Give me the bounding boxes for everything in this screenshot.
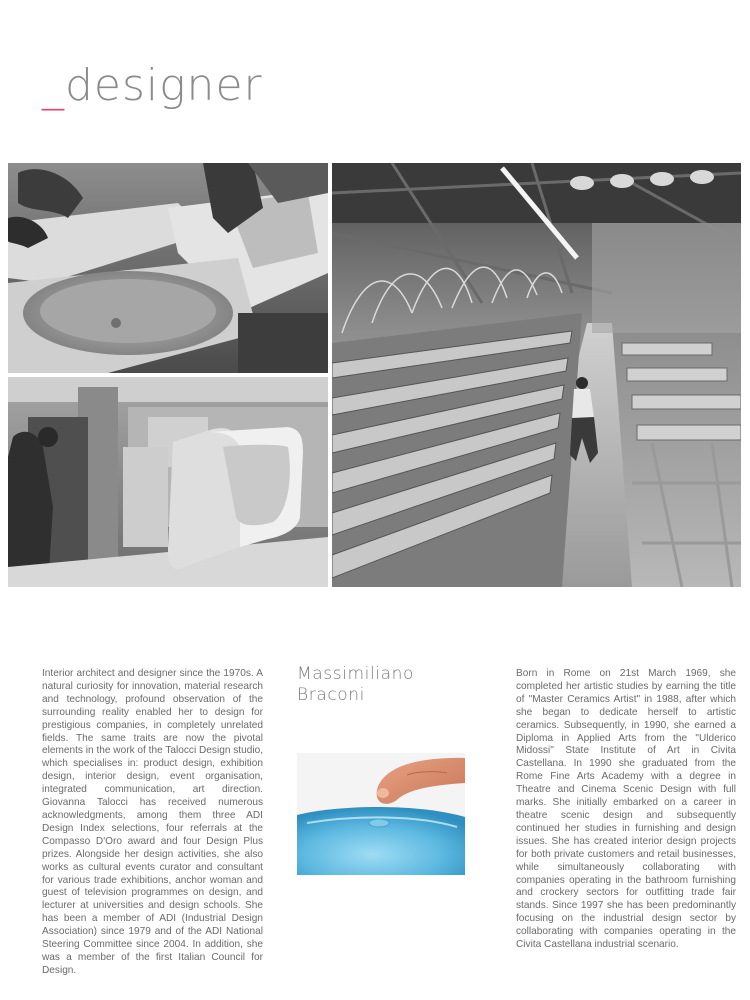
designer-first-name: Massimiliano <box>297 664 415 684</box>
photo-blue-basin <box>297 753 465 875</box>
page-title <box>42 56 263 116</box>
title-accent-dash: _ <box>42 60 65 111</box>
biography-column <box>516 668 736 952</box>
photo-sink-molds <box>8 163 328 373</box>
intro-paragraph: Interior architect and designer since the 1970s. A natural curiosity for innovation, material research and technology, profound observation of the surrounding reality enabled her to design for prestigious companies, in completely unrelated fields. The same traits are now the pivotal elements in the work of the Talocci Design studio, which specialises in: product design, exhibition design, interior design, event organisation, integrated communication, art direction. Giovanna Talocci has received numerous acknowledgments, among them three ADI Design Index selections, four referrals at the Compasso D'Oro award and four Design Plus prizes. Alongside her design activities, she also works as cultural events curator and consultant for various trade exhibitions, anchor woman and guest of television programmes on design, and lecturer at universities and design schools. She has been a member of ADI (Industrial Design Association) since 1979 and of the ADI National Steering Committee since 2004. In addition, she was a member of the first Italian Council for Design. <box>42 668 263 976</box>
biography-paragraph: Born in Rome on 21st March 1969, she completed her artistic studies by earning the title of "Master Ceramics Artist" in 1988, after which she began to dedicate herself to artistic ceramics. Subsequently, in 1990, she earned a Diploma in Applied Arts from the "Ulderico Midossi" State Institute of Art in Civita Castellana. In 1990 she graduated from the Rome Fine Arts Academy with a degree in Theatre and Cinema Scenic Design with full marks. She initially embarked on a career in theatre scenic design and subsequently continued her studies in furnishing and design issues. She has created interior design projects for both private customers and retail businesses, while simultaneously collaborating with companies operating in the bathroom furnishing and crockery sectors for outfitting trade fair stands. Since 1997 she has been predominantly focusing on the industrial design sector by collaborating with companies operating in the Civita Castellana industrial scenario. <box>516 668 736 951</box>
photo-factory-line <box>332 163 741 587</box>
designer-name <box>297 664 414 706</box>
title-text: designer <box>65 60 263 111</box>
photo-workshop-sink <box>8 377 328 587</box>
designer-last-name: Braconi <box>297 685 365 705</box>
intro-column <box>42 668 263 978</box>
